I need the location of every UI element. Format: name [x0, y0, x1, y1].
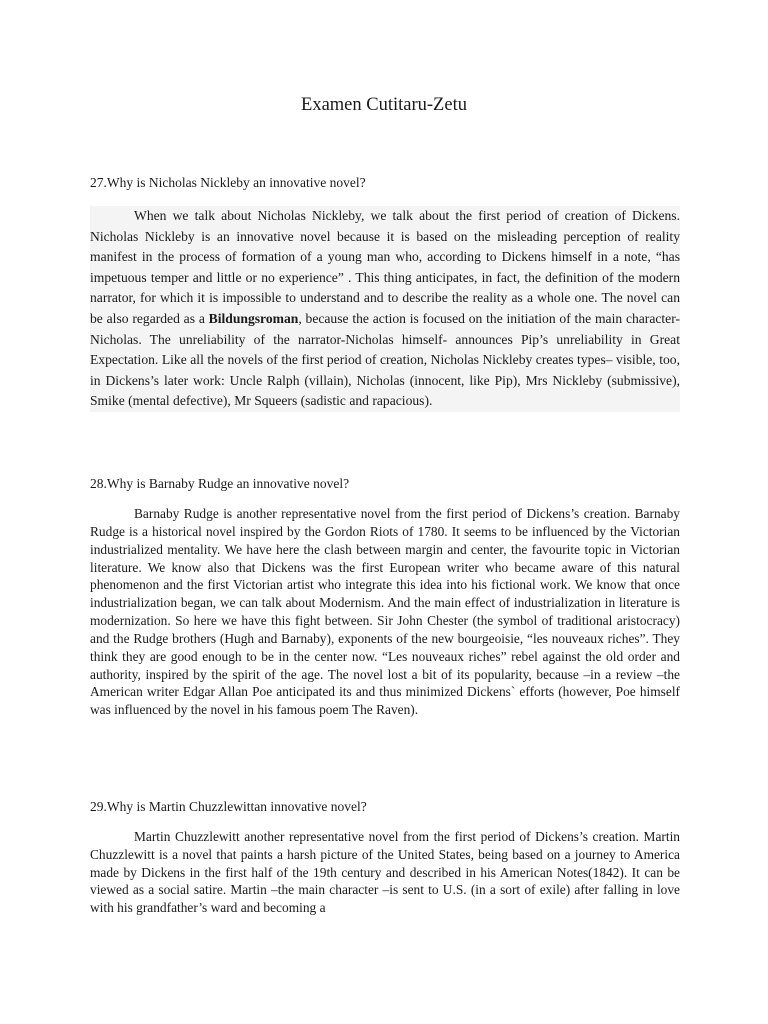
answer-bold-term: Bildungsroman — [208, 310, 299, 326]
question-heading: 28.Why is Barnaby Rudge an innovative novel? — [90, 476, 350, 491]
question-section-27 — [90, 174, 680, 412]
question-heading: 29.Why is Martin Chuzzlewittan innovative novel? — [90, 799, 367, 814]
answer-paragraph — [90, 206, 680, 412]
question-heading: 27.Why is Nicholas Nickleby an innovative novel? — [90, 175, 366, 190]
answer-text: When we talk about Nicholas Nickleby, we talk about the first period of creation of Dickens. Nicholas Nickleby is an innovative novel because it is based on the misleading perception of reality manifest in the process of formation of a young man who, according to Dickens himself in a note, “has impetuous temper and little or no experience” . This thing anticipates, in fact, the definition of the modern narrator, for which it is impossible to understand and to describe the reality as a whole one. The novel can be also regarded as a — [90, 208, 680, 326]
document-title: Examen Cutitaru-Zetu — [301, 95, 467, 115]
question-section-29 — [90, 798, 680, 917]
question-section-28 — [90, 475, 680, 719]
answer-paragraph: Barnaby Rudge is another representative novel from the first period of Dickens’s creation. Barnaby Rudge is a historical novel inspired by the Gordon Riots of 1780. It seems to be influenced by the Victorian industrialized mentality. We have here the clash between margin and center, the favourite topic in Victorian literature. We know also that Dickens was the first European writer who became aware of this natural phenomenon and the first Victorian artist who integrate this idea into his fictional work. We know that once industrialization began, we can talk about Modernism. And the main effect of industrialization in literature is modernization. So here we have this fight between. Sir John Chester (the symbol of traditional aristocracy) and the Rudge brothers (Hugh and Barnaby), exponents of the new bourgeoisie, “les nouveaux riches”. They think they are good enough to be in the center now. “Les nouveaux riches” rebel against the old order and authority, inspired by the spirit of the age. The novel lost a bit of its popularity, because –in a review –the American writer Edgar Allan Poe anticipated its and thus minimized Dickens` efforts (however, Poe himself was influenced by the novel in his famous poem The Raven). — [90, 506, 680, 718]
answer-paragraph: Martin Chuzzlewitt another representative novel from the first period of Dickens’s creation. Martin Chuzzlewitt is a novel that paints a harsh picture of the United States, being based on a journey to America made by Dickens in the first half of the 19th century and described in his American Notes(1842). It can be viewed as a social satire. Martin –the main character –is sent to U.S. (in a sort of exile) after falling in love with his grandfather’s ward and becoming a — [90, 829, 680, 916]
answer-text: , because the action is focused on the initiation of the main character- Nicholas. The unreliability of the narrator-Nicholas himself- announces Pip’s unreliability in Great Expectation. Like all the novels of the first period of creation, Nicholas Nickleby creates types– visible, too, in Dickens’s later work: Uncle Ralph (villain), Nicholas (innocent, like Pip), Mrs Nickleby (submissive), Smike (mental defective), Mr Squeers (sadistic and rapacious). — [90, 310, 680, 409]
